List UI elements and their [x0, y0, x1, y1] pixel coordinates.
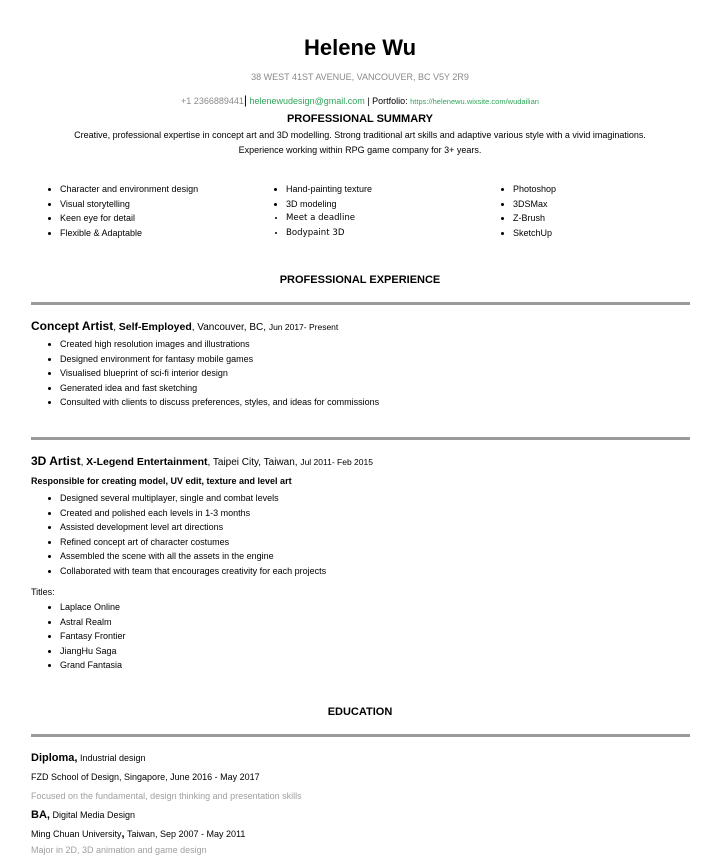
degree-name: BA,	[31, 809, 50, 821]
education-note: Focused on the fundamental, design thinking and presentation skills	[31, 791, 302, 801]
experience-title: PROFESSIONAL EXPERIENCE	[279, 274, 441, 286]
titles-label: Titles:	[31, 587, 55, 597]
school-name: Ming Chuan University	[31, 829, 122, 839]
list-item: • Consulted with clients to discuss preferences, styles, and ideas for commissions	[60, 395, 379, 410]
skill-item: • Meet a deadline	[286, 211, 372, 226]
job-bullets	[31, 337, 379, 410]
job-role: Concept Artist	[31, 319, 114, 333]
skill-item: • Character and environment design	[60, 182, 198, 197]
job-company: X-Legend Entertainment	[86, 456, 208, 468]
skills-column-2	[257, 182, 372, 240]
job-role: 3D Artist	[31, 454, 81, 468]
email-link[interactable]: helenewudesign@gmail.com	[249, 96, 365, 106]
job-heading: Concept Artist, Self-Employed, Vancouver, BC, Jun 2017- Present	[31, 319, 339, 333]
skills-column-1	[31, 182, 198, 240]
degree-field: Digital Media Design	[52, 810, 136, 820]
candidate-name: Helene Wu	[303, 35, 417, 60]
list-item: • Visualised blueprint of sci-fi interior design	[60, 366, 379, 381]
job-date: Jun 2017- Present	[268, 322, 339, 332]
portfolio-label: | Portfolio:	[367, 96, 408, 106]
degree-field: Industrial design	[79, 753, 146, 763]
list-item: • Created and polished each levels in 1-3 months	[60, 506, 326, 521]
skill-item: • SketchUp	[513, 226, 556, 241]
section-divider	[31, 302, 690, 305]
school-line: Ming Chuan University, Taiwan, Sep 2007 - May 2011	[31, 828, 246, 840]
skill-item: • Photoshop	[513, 182, 556, 197]
list-item: • Assembled the scene with all the assets in the engine	[60, 549, 326, 564]
list-item: • Astral Realm	[60, 615, 126, 630]
degree-heading	[31, 752, 146, 764]
summary-title: PROFESSIONAL SUMMARY	[286, 113, 434, 125]
school-line: FZD School of Design, Singapore, June 2016 - May 2017	[31, 772, 260, 782]
skill-item: • 3DSMax	[513, 197, 556, 212]
degree-name: Diploma,	[31, 752, 78, 764]
job-bullets	[31, 491, 326, 578]
education-title: EDUCATION	[327, 706, 393, 718]
list-item: • Designed several multiplayer, single and combat levels	[60, 491, 326, 506]
skill-item: • Keen eye for detail	[60, 211, 198, 226]
list-item: • Fantasy Frontier	[60, 629, 126, 644]
list-item: • Generated idea and fast sketching	[60, 381, 379, 396]
skills-column-3	[484, 182, 556, 240]
list-item: • Assisted development level art directions	[60, 520, 326, 535]
list-item: • Grand Fantasia	[60, 658, 126, 673]
degree-heading	[31, 809, 135, 821]
job-responsibility: Responsible for creating model, UV edit, texture and level art	[31, 476, 292, 486]
job-company: Self-Employed	[118, 321, 192, 333]
job-location: , Vancouver, BC,	[191, 322, 269, 333]
skill-item: • Hand-painting texture	[286, 182, 372, 197]
list-item: • Designed environment for fantasy mobile games	[60, 352, 379, 367]
phone-number: +1 2366889441	[181, 96, 244, 106]
list-item: • Created high resolution images and illustrations	[60, 337, 379, 352]
skill-item: • 3D modeling	[286, 197, 372, 212]
portfolio-link[interactable]: https://helenewu.wixsite.com/wudailian	[410, 97, 539, 106]
section-divider	[31, 437, 690, 440]
summary-text: Creative, professional expertise in concept art and 3D modelling. Strong traditional art skills and adaptive various style with a vivid imaginations. Experience working within RPG game company for 3+ years.	[74, 130, 646, 155]
skill-item: • Visual storytelling	[60, 197, 198, 212]
contact-line: +1 2366889441| helenewudesign@gmail.com | Portfolio: https://helenewu.wixsite.com/wudailian	[181, 93, 539, 107]
school-details: Taiwan, Sep 2007 - May 2011	[124, 829, 246, 839]
list-item: • JiangHu Saga	[60, 644, 126, 659]
skill-item: • Bodypaint 3D	[286, 226, 372, 241]
list-item: • Collaborated with team that encourages creativity for each projects	[60, 564, 326, 579]
section-divider	[31, 734, 690, 737]
education-note: Major in 2D, 3D animation and game design	[31, 845, 207, 855]
skill-item: • Flexible & Adaptable	[60, 226, 198, 241]
job-heading: 3D Artist, X-Legend Entertainment, Taipei City, Taiwan, Jul 2011- Feb 2015	[31, 454, 373, 468]
list-item: • Laplace Online	[60, 600, 126, 615]
job-location: , Taipei City, Taiwan,	[207, 457, 301, 468]
list-item: • Refined concept art of character costumes	[60, 535, 326, 550]
titles-list	[31, 600, 126, 673]
job-date: Jul 2011- Feb 2015	[300, 457, 373, 467]
skill-item: • Z-Brush	[513, 211, 556, 226]
address: 38 WEST 41ST AVENUE, VANCOUVER, BC V5Y 2R9	[251, 72, 469, 82]
